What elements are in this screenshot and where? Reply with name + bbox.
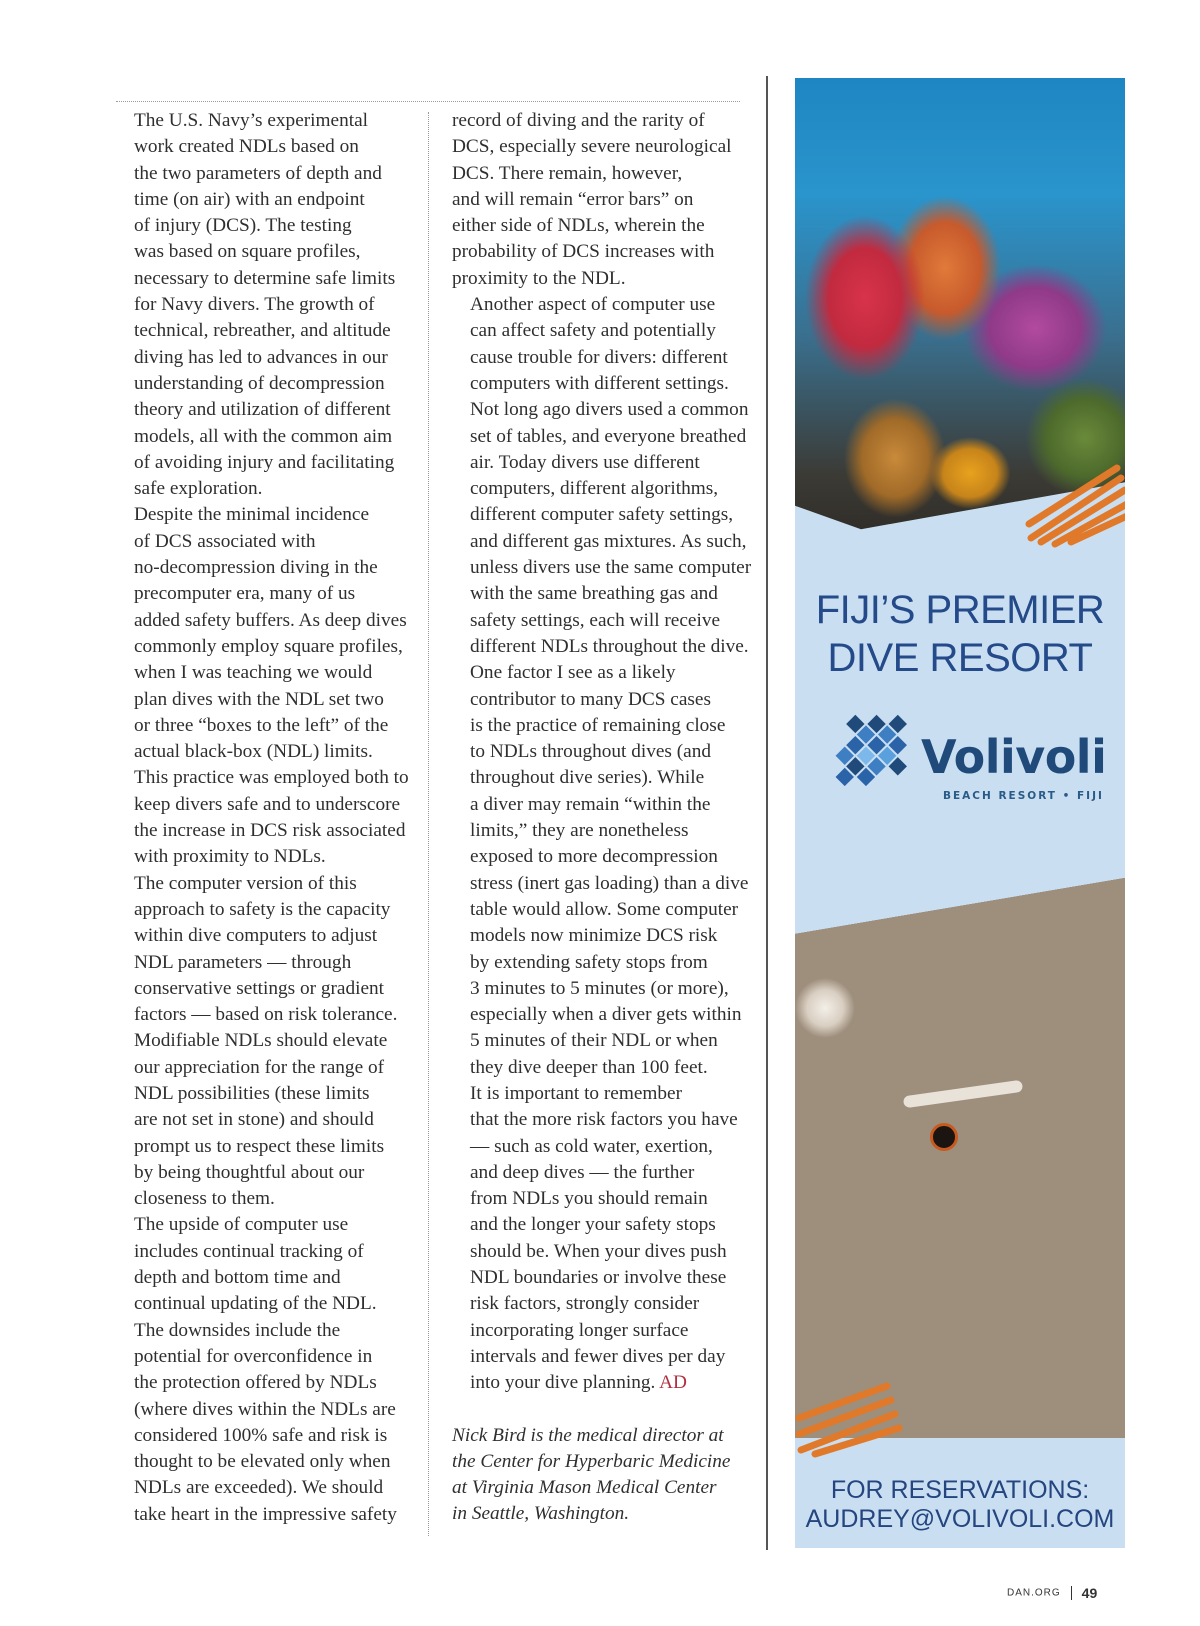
folio-separator [1071, 1586, 1072, 1600]
text-line: includes continual tracking of [134, 1240, 364, 1262]
text-line: One factor I see as a likely [470, 662, 676, 684]
paragraph [452, 292, 752, 660]
text-line: set of tables, and everyone breathed [470, 425, 747, 447]
orange-squiggle-top-icon [1021, 458, 1125, 548]
text-line: can affect safety and potentially [470, 320, 716, 342]
text-line: air. Today divers use different [470, 451, 700, 473]
text-line: throughout dive series). While [470, 767, 705, 789]
paragraph [452, 660, 752, 1081]
column-divider [428, 112, 429, 1536]
text-line: considered 100% safe and risk is [134, 1424, 388, 1446]
text-line: Modifiable NDLs should elevate [134, 1030, 388, 1052]
text-line: Not long ago divers used a common [470, 399, 749, 421]
text-line: especially when a diver gets within [470, 1004, 742, 1026]
text-line: plan dives with the NDL set two [134, 688, 384, 710]
bio-line: Nick Bird is the medical director at [452, 1424, 724, 1446]
paragraph [452, 1081, 752, 1397]
reservation-email[interactable]: AUDREY@VOLIVOLI.COM [805, 1505, 1115, 1533]
text-line: and will remain “error bars” on [452, 188, 694, 210]
text-line: models, all with the common aim [134, 425, 393, 447]
text-line: The computer version of this [134, 872, 357, 894]
text-line: understanding of decompression [134, 372, 385, 394]
text-line: Another aspect of computer use [470, 294, 716, 316]
text-line: (where dives within the NDLs are [134, 1398, 396, 1420]
brand-tagline: BEACH RESORT • FIJI [943, 790, 1104, 802]
bio-line: in Seattle, Washington. [452, 1503, 630, 1525]
reservation-label: FOR RESERVATIONS: [830, 1476, 1090, 1504]
text-line: — such as cold water, exertion, [470, 1135, 713, 1157]
text-line: safety settings, each will receive [470, 609, 721, 631]
text-line: This practice was employed both to [134, 767, 409, 789]
ad-headline [795, 586, 1125, 682]
volivoli-diamond-logo-icon [803, 694, 919, 826]
text-line: approach to safety is the capacity [134, 898, 391, 920]
text-line: Despite the minimal incidence [134, 504, 370, 526]
text-line: thought to be elevated only when [134, 1451, 391, 1473]
text-line: continual updating of the NDL. [134, 1293, 377, 1315]
text-line: DCS. There remain, however, [452, 162, 683, 184]
text-line: The downsides include the [134, 1319, 341, 1341]
paragraph [116, 871, 406, 1213]
text-line: limits,” they are nonetheless [470, 820, 689, 842]
text-line: added safety buffers. As deep dives [134, 609, 407, 631]
text-line: of injury (DCS). The testing [134, 215, 352, 237]
text-line: different NDLs throughout the dive. [470, 635, 749, 657]
clownfish-anemone-photo [795, 878, 1125, 1438]
signoff-mark: AD [659, 1372, 687, 1394]
text-line: technical, rebreather, and altitude [134, 320, 391, 342]
text-line: NDL parameters — through [134, 951, 352, 973]
text-line: NDL boundaries or involve these [470, 1267, 727, 1289]
text-line: diving has led to advances in our [134, 346, 388, 368]
text-line: factors — based on risk tolerance. [134, 1004, 398, 1026]
text-line: theory and utilization of different [134, 399, 391, 421]
text-line: was based on square profiles, [134, 241, 361, 263]
text-line: that the more risk factors you have [470, 1109, 738, 1131]
text-line: are not set in stone) and should [134, 1109, 374, 1131]
text-line: with the same breathing gas and [470, 583, 718, 605]
page-number: 49 [1081, 1584, 1098, 1601]
text-line: and deep dives — the further [470, 1161, 695, 1183]
text-line: they dive deeper than 100 feet. [470, 1056, 708, 1078]
text-line: and different gas mixtures. As such, [470, 530, 747, 552]
text-line: computers with different settings. [470, 372, 729, 394]
bio-line: at Virginia Mason Medical Center [452, 1477, 717, 1499]
text-line: is the practice of remaining close [470, 714, 726, 736]
text-line: for Navy divers. The growth of [134, 294, 375, 316]
volivoli-advertisement[interactable] [795, 78, 1125, 1548]
text-line: necessary to determine safe limits [134, 267, 396, 289]
text-line: probability of DCS increases with [452, 241, 715, 263]
text-line: The upside of computer use [134, 1214, 349, 1236]
headline-line: DIVE RESORT [827, 636, 1093, 680]
text-line: cause trouble for divers: different [470, 346, 728, 368]
text-line: safe exploration. [134, 478, 263, 500]
paragraph [116, 1212, 406, 1528]
text-line: precomputer era, many of us [134, 583, 356, 605]
text-line: 3 minutes to 5 minutes (or more), [470, 977, 729, 999]
page-folio [1007, 1584, 1097, 1602]
text-line: exposed to more decompression [470, 846, 718, 868]
text-line: table would allow. Some computer [470, 898, 739, 920]
headline-line: FIJI’S PREMIER [815, 588, 1105, 632]
text-line: It is important to remember [470, 1082, 683, 1104]
text-line: our appreciation for the range of [134, 1056, 385, 1078]
text-line: by being thoughtful about our [134, 1161, 365, 1183]
clownfish-eye [930, 1123, 958, 1151]
text-line: the two parameters of depth and [134, 162, 382, 184]
text-line: should be. When your dives push [470, 1240, 727, 1262]
ad-divider-rule [766, 76, 768, 1550]
site-name: DAN.ORG [1007, 1587, 1061, 1599]
text-line: time (on air) with an endpoint [134, 188, 365, 210]
text-line: different computer safety settings, [470, 504, 734, 526]
text-line: incorporating longer surface [470, 1319, 689, 1341]
text-line: record of diving and the rarity of [452, 110, 705, 131]
text-line: the increase in DCS risk associated [134, 820, 406, 842]
text-line: no-decompression diving in the [134, 557, 378, 579]
text-line: computers, different algorithms, [470, 478, 719, 500]
text-line: within dive computers to adjust [134, 925, 378, 947]
text-line: closeness to them. [134, 1188, 275, 1210]
text-line: to NDLs throughout dives (and [470, 741, 711, 763]
text-line: 5 minutes of their NDL or when [470, 1030, 718, 1052]
text-line: risk factors, strongly consider [470, 1293, 700, 1315]
reservation-contact[interactable] [795, 1476, 1125, 1534]
text-line: work created NDLs based on [134, 136, 359, 158]
text-line: or three “boxes to the left” of the [134, 714, 389, 736]
text-line: conservative settings or gradient [134, 977, 385, 999]
text-line: the protection offered by NDLs [134, 1372, 377, 1394]
text-line: take heart in the impressive safety [134, 1503, 397, 1525]
top-dotted-rule [116, 101, 740, 102]
text-line: unless divers use the same computer [470, 557, 752, 579]
text-line: The U.S. Navy’s experimental [134, 110, 368, 131]
text-line: of avoiding injury and facilitating [134, 451, 395, 473]
text-line: of DCS associated with [134, 530, 316, 552]
text-line [452, 1370, 752, 1396]
text-line: commonly employ square profiles, [134, 635, 403, 657]
text-line: NDL possibilities (these limits [134, 1082, 370, 1104]
text-line: a diver may remain “within the [470, 793, 711, 815]
text-line: models now minimize DCS risk [470, 925, 718, 947]
paragraph [116, 108, 406, 502]
text-line: from NDLs you should remain [470, 1188, 708, 1210]
text-line-content: into your dive planning. [470, 1372, 656, 1394]
text-line: intervals and fewer dives per day [470, 1345, 726, 1367]
text-line: potential for overconfidence in [134, 1345, 373, 1367]
text-line: prompt us to respect these limits [134, 1135, 385, 1157]
article-column-1 [116, 108, 409, 1528]
text-line: and the longer your safety stops [470, 1214, 716, 1236]
text-line: depth and bottom time and [134, 1267, 341, 1289]
text-line: proximity to the NDL. [452, 267, 626, 289]
text-line: contributor to many DCS cases [470, 688, 711, 710]
brand-name: Volivoli [921, 730, 1107, 784]
article-column-2 [452, 108, 752, 1528]
text-line: DCS, especially severe neurological [452, 136, 732, 158]
text-line: keep divers safe and to underscore [134, 793, 401, 815]
paragraph [116, 502, 409, 870]
bio-line: the Center for Hyperbaric Medicine [452, 1450, 731, 1472]
text-line: stress (inert gas loading) than a dive [470, 872, 749, 894]
text-line: with proximity to NDLs. [134, 846, 326, 868]
text-line: actual black-box (NDL) limits. [134, 741, 373, 763]
author-bio [452, 1423, 752, 1528]
orange-squiggle-bottom-icon [795, 1378, 905, 1458]
text-line: by extending safety stops from [470, 951, 708, 973]
text-line: NDLs are exceeded). We should [134, 1477, 384, 1499]
text-line: when I was teaching we would [134, 662, 373, 684]
paragraph [452, 108, 752, 292]
text-line: either side of NDLs, wherein the [452, 215, 705, 237]
